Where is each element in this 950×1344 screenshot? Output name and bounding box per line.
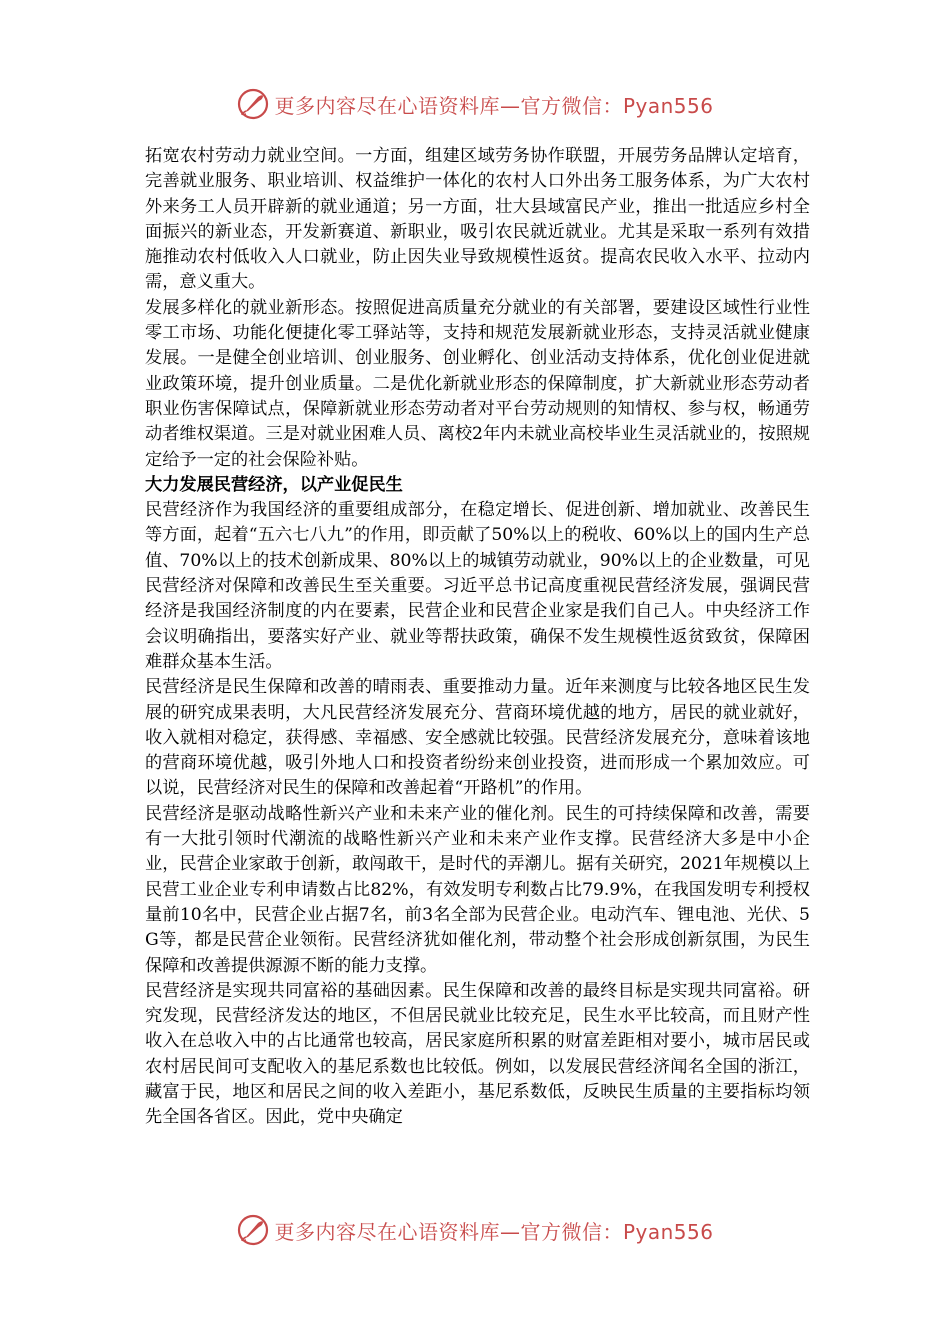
quill-seal-icon [236,1213,270,1247]
footer-banner [0,1210,950,1250]
body-paragraph: 发展多样化的就业新形态。按照促进高质量充分就业的有关部署，要建设区域性行业性零工市场、功能化便捷化零工驿站等，支持和规范发展新就业形态，支持灵活就业健康发展。一是健全创业培训、创业服务、创业孵化、创业活动支持体系，优化创业促进就业政策环境，提升创业质量。二是优化新就业形态的保障制度，扩大新就业形态劳动者职业伤害保障试点，保障新就业形态劳动者对平台劳动规则的知情权、参与权，畅通劳动者维权渠道。三是对就业困难人员、离校2年内未就业高校毕业生灵活就业的，按照规定给予一定的社会保险补贴。 [145,297,810,470]
header-banner-text: 更多内容尽在心语资料库—官方微信：Pyan556 [274,93,714,118]
header-banner [0,84,950,124]
body-paragraph: 民营经济是实现共同富裕的基础因素。民生保障和改善的最终目标是实现共同富裕。研究发现，民营经济发达的地区，不但居民就业比较充足，民生水平比较高，而且财产性收入在总收入中的占比通常也较高，居民家庭所积累的财富差距相对要小，城市居民或农村居民间可支配收入的基尼系数也比较低。例如，以发展民营经济闻名全国的浙江，藏富于民，地区和居民之间的收入差距小，基尼系数低，反映民生质量的主要指标均领先全国各省区。因此，党中央确定 [145,980,810,1128]
body-paragraph: 民营经济是民生保障和改善的晴雨表、重要推动力量。近年来测度与比较各地区民生发展的研究成果表明，大凡民营经济发展充分、营商环境优越的地方，居民的就业就好，收入就相对稳定，获得感、幸福感、安全感就比较强。民营经济发展充分，意味着该地的营商环境优越，吸引外地人口和投资者纷纷来创业投资，进而形成一个累加效应。可以说，民营经济对民生的保障和改善起着“开路机”的作用。 [145,677,810,799]
body-paragraph: 拓宽农村劳动力就业空间。一方面，组建区域劳务协作联盟，开展劳务品牌认定培育，完善就业服务、职业培训、权益维护一体化的农村人口外出务工服务体系，为广大农村外来务工人员开辟新的就业通道；另一方面，壮大县域富民产业，推出一批适应乡村全面振兴的新业态，开发新赛道、新职业，吸引农民就近就业。尤其是采取一系列有效措施推动农村低收入人口就业，防止因失业导致规模性返贫。提高农民收入水平、拉动内需，意义重大。 [145,146,810,293]
document-body [145,144,810,1131]
body-paragraph: 民营经济是驱动战略性新兴产业和未来产业的催化剂。民生的可持续保障和改善，需要有一大批引领时代潮流的战略性新兴产业和未来产业作支撑。民营经济大多是中小企业，民营企业家敢于创新，敢闯敢干，是时代的弄潮儿。据有关研究，2021年规模以上民营工业企业专利申请数占比82%，有效发明专利数占比79.9%，在我国发明专利授权量前10名中，民营企业占据7名，前3名全部为民营企业。电动汽车、锂电池、光伏、5G等，都是民营企业领衔。民营经济犹如催化剂，带动整个社会形成创新氛围，为民生保障和改善提供源源不断的能力支撑。 [145,803,810,976]
quill-seal-icon [236,87,270,121]
section-heading: 大力发展民营经济，以产业促民生 [145,474,403,495]
footer-banner-text: 更多内容尽在心语资料库—官方微信：Pyan556 [274,1219,714,1244]
body-paragraph: 民营经济作为我国经济的重要组成部分，在稳定增长、促进创新、增加就业、改善民生等方面，起着“五六七八九”的作用，即贡献了50%以上的税收、60%以上的国内生产总值、70%以上的技术创新成果、80%以上的城镇劳动就业，90%以上的企业数量，可见民营经济对保障和改善民生至关重要。习近平总书记高度重视民营经济发展，强调民营经济是我国经济制度的内在要素，民营企业和民营企业家是我们自己人。中央经济工作会议明确指出，要落实好产业、就业等帮扶政策，确保不发生规模性返贫致贫，保障困难群众基本生活。 [145,500,810,672]
